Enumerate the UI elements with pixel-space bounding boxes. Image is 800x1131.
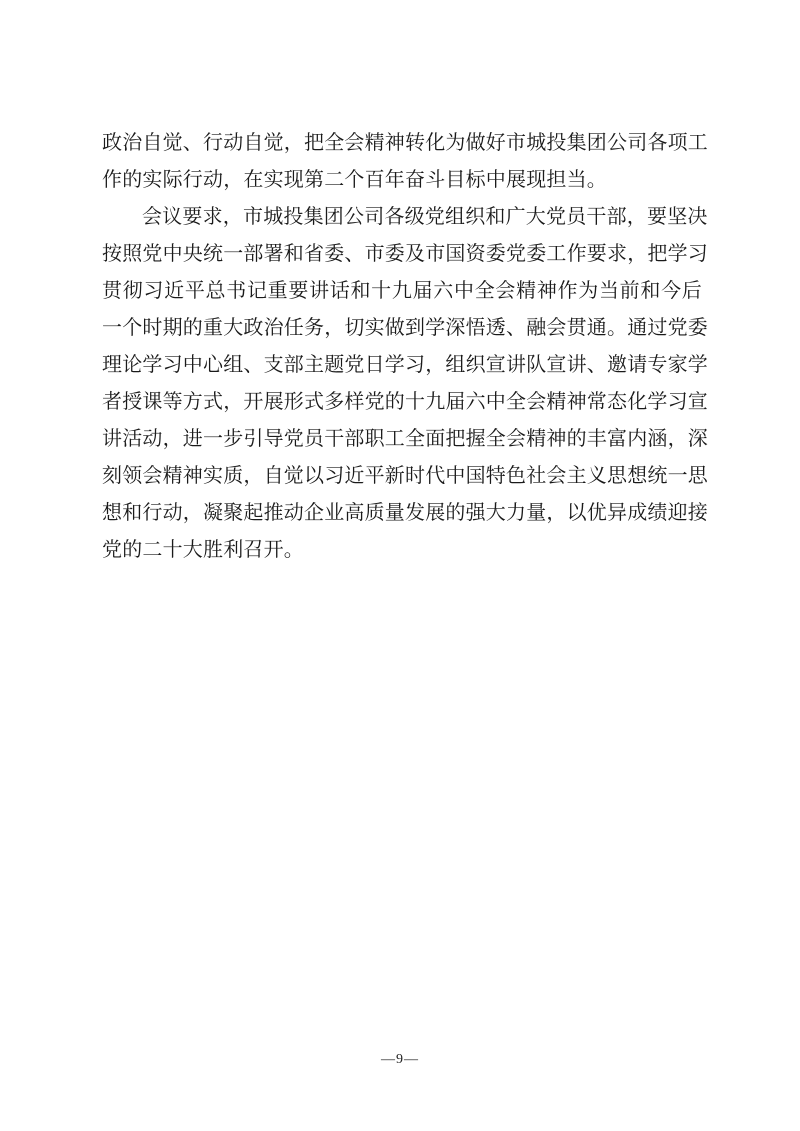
paragraph-first-line: 会议要求，市城投集团公司各级党组织和广大党员干部，要坚决 xyxy=(142,204,708,228)
text-line: 政治自觉、行动自觉，把全会精神转化为做好市城投集团公司各项工 xyxy=(102,130,708,154)
page-number: —9— xyxy=(381,1052,419,1067)
text-line: 讲活动，进一步引导党员干部职工全面把握全会精神的丰富内涵，深 xyxy=(102,426,708,450)
text-line: 者授课等方式，开展形式多样党的十九届六中全会精神常态化学习宣 xyxy=(102,389,708,413)
body-text xyxy=(102,124,708,568)
text-line: 党的二十大胜利召开。 xyxy=(102,537,304,561)
text-line: 作的实际行动，在实现第二个百年奋斗目标中展现担当。 xyxy=(102,167,607,191)
text-line: 按照党中央统一部署和省委、市委及市国资委党委工作要求，把学习 xyxy=(102,241,708,265)
text-line: 想和行动，凝聚起推动企业高质量发展的强大力量，以优异成绩迎接 xyxy=(102,500,708,524)
text-line: 贯彻习近平总书记重要讲话和十九届六中全会精神作为当前和今后 xyxy=(102,278,702,302)
text-line: 刻领会精神实质，自觉以习近平新时代中国特色社会主义思想统一思 xyxy=(102,463,708,487)
text-line: 一个时期的重大政治任务，切实做到学深悟透、融会贯通。通过党委 xyxy=(102,315,708,339)
text-line: 理论学习中心组、支部主题党日学习，组织宣讲队宣讲、邀请专家学 xyxy=(102,352,708,376)
